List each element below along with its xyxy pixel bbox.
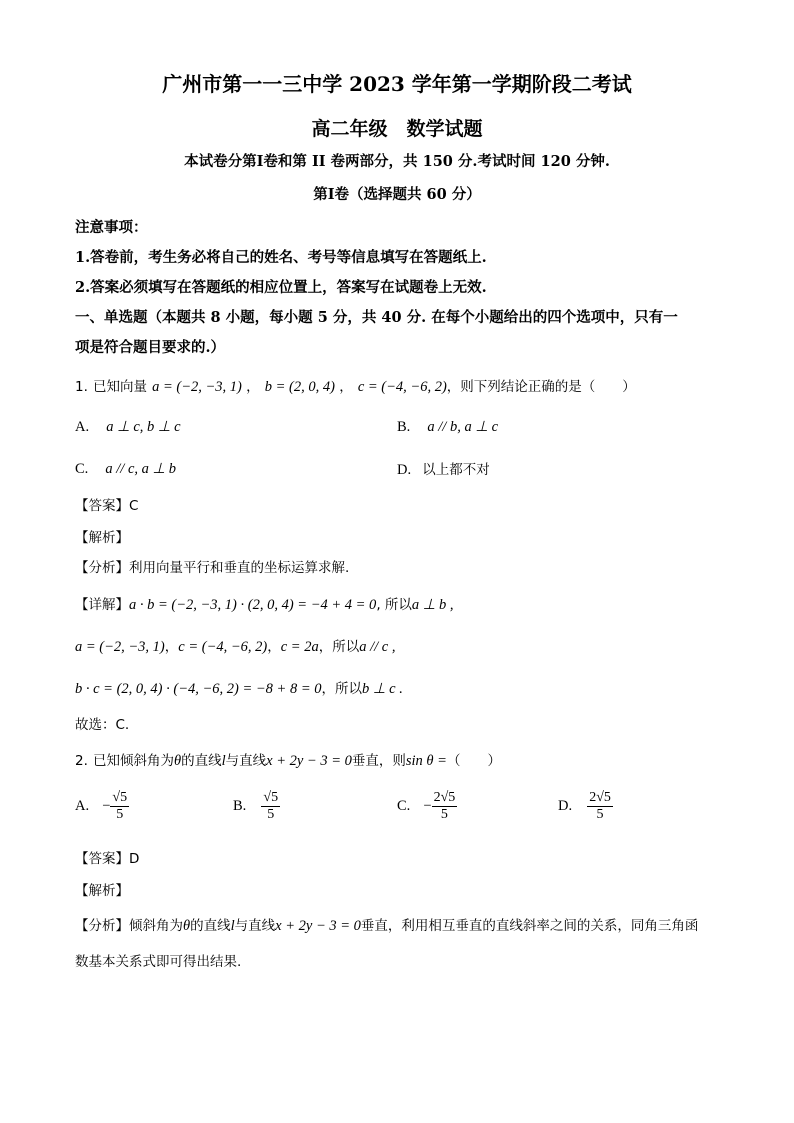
q1-option-d-text: 以上都不对 <box>422 462 490 478</box>
q1-option-b-text: a // b, a ⊥ c <box>427 419 499 435</box>
q2-option-b-fraction <box>261 790 280 823</box>
section1-line2: 项是符合题目要求的.） <box>75 339 226 356</box>
q2-line-equation: x + 2y − 3 = 0 <box>266 753 352 769</box>
q2-fenxi-theta: θ <box>183 918 191 934</box>
q1-stem-pre: 已知向量 <box>92 379 147 395</box>
q1-answer-value: C <box>129 498 139 514</box>
q1-detail-3: b · c = (2, 0, 4) · (−4, −6, 2) = −8 + 8 = 0 <box>75 681 322 697</box>
q2-option-c <box>397 790 457 823</box>
q1-detail-2-a: a = (−2, −3, 1) <box>75 639 165 655</box>
q1-answer-tag: 【答案】 <box>75 498 129 514</box>
q1-choose: 故选：C. <box>75 717 130 733</box>
q1-option-c-text: a // c, a ⊥ b <box>105 461 177 477</box>
q2-option-d <box>558 790 613 823</box>
q1-detail-1-concl: a ⊥ b , <box>411 597 454 613</box>
q2-stem-3: 与直线 <box>225 753 267 769</box>
q2-option-b <box>233 790 280 823</box>
q1-detail-2-sep-1: ， <box>164 639 179 655</box>
q1-vector-a: a = (−2, −3, 1) <box>152 379 242 395</box>
q2-fenxi-2: 的直线 <box>190 918 231 934</box>
q2-option-a-label: A. <box>75 798 90 814</box>
q2-theta: θ <box>173 753 182 769</box>
q1-detail-line-3 <box>75 677 403 698</box>
notes-heading: 注意事项： <box>75 219 148 236</box>
q2-option-c-fraction <box>432 790 458 823</box>
q1-detail-2-post: ，所以 <box>318 639 360 655</box>
q2-fenxi-1: 倾斜角为 <box>129 918 183 934</box>
q2-option-b-label: B. <box>233 798 247 814</box>
q1-option-b-label: B. <box>397 419 411 435</box>
q1-vector-b: b = (2, 0, 4) <box>264 379 335 395</box>
q2-option-d-label: D. <box>558 798 573 814</box>
exam-subtitle: 高二年级 数学试题 <box>311 118 483 140</box>
q2-stem <box>75 749 501 770</box>
q2-fenxi-4: 垂直，利用相互垂直的直线斜率之间的关系，同角三角函 <box>360 918 699 934</box>
q1-option-d-label: D. <box>397 462 412 478</box>
q1-detail-2-rel: c = 2a <box>280 639 319 655</box>
q2-fenxi-equation: x + 2y − 3 = 0 <box>275 918 361 934</box>
part1-heading: 第Ⅰ卷（选择题共 60 分） <box>313 186 481 203</box>
q1-detail-2-concl: a // c , <box>359 639 396 655</box>
q1-detail-1-post: , 所以 <box>376 597 412 613</box>
q2-sin-theta: sin θ = <box>405 753 447 769</box>
q2-stem-2: 的直线 <box>181 753 222 769</box>
q1-analysis-tag: 【解析】 <box>75 530 129 546</box>
q2-option-c-numerator: 2√5 <box>433 790 456 805</box>
q2-option-c-sign: − <box>423 798 432 814</box>
q2-fenxi-l: l <box>230 918 235 934</box>
q1-detail-2-sep-2: ， <box>267 639 281 655</box>
q1-detail-3-post: ，所以 <box>321 681 362 697</box>
q2-answer-tag: 【答案】 <box>75 851 129 867</box>
exam-info: 本试卷分第Ⅰ卷和第 II 卷两部分，共 150 分.考试时间 120 分钟. <box>184 153 610 170</box>
q2-stem-1: 已知倾斜角为 <box>92 753 174 769</box>
q2-analysis-tag: 【解析】 <box>75 883 129 899</box>
q1-option-a <box>75 416 181 436</box>
notes-item-1: 1.答卷前，考生务必将自己的姓名、考号等信息填写在答题纸上. <box>75 249 487 266</box>
q1-detail-3-concl: b ⊥ c . <box>362 681 403 697</box>
q2-fenxi-line-2: 数基本关系式即可得出结果. <box>75 954 242 970</box>
q2-fenxi-tag: 【分析】 <box>75 918 129 934</box>
q2-answer-value: D <box>129 851 140 867</box>
q2-number: 2. <box>75 753 88 769</box>
q1-option-b <box>397 416 498 436</box>
q1-stem-post: ，则下列结论正确的是（ ） <box>446 379 636 395</box>
section1-line1: 一、单选题（本题共 8 小题，每小题 5 分，共 40 分. 在每个小题给出的四个选项中，只有一 <box>75 309 678 326</box>
q2-option-a <box>75 790 129 823</box>
q2-option-c-denominator: 5 <box>440 807 448 822</box>
q2-answer <box>75 847 139 867</box>
q2-stem-5: （ ） <box>446 753 501 769</box>
q1-detail-tag: 【详解】 <box>75 597 129 613</box>
q2-option-a-numerator: √5 <box>112 790 128 805</box>
q2-fenxi-3: 与直线 <box>234 918 276 934</box>
q2-option-b-denominator: 5 <box>267 807 275 822</box>
q2-option-c-label: C. <box>397 798 411 814</box>
q1-fenxi-text: 利用向量平行和垂直的坐标运算求解. <box>129 560 350 576</box>
q2-option-a-sign: − <box>102 798 111 814</box>
q1-detail-line-1 <box>75 593 454 614</box>
q1-fenxi-tag: 【分析】 <box>75 560 129 576</box>
q1-detail-line-2 <box>75 635 395 656</box>
notes-item-2: 2.答案必须填写在答题纸的相应位置上，答案写在试题卷上无效. <box>75 279 487 296</box>
q2-option-d-numerator: 2√5 <box>589 790 611 805</box>
q1-option-c <box>75 458 176 478</box>
q1-option-d <box>397 458 490 479</box>
q1-fenxi <box>75 556 349 576</box>
q2-line-l: l <box>221 753 226 769</box>
q2-option-d-fraction <box>587 790 613 823</box>
q1-number: 1. <box>75 379 88 395</box>
q1-option-a-text: a ⊥ c, b ⊥ c <box>106 419 181 435</box>
q1-option-a-label: A. <box>75 419 90 435</box>
q1-vector-c: c = (−4, −6, 2) <box>357 379 447 395</box>
q2-option-a-denominator: 5 <box>116 807 124 822</box>
q2-option-a-fraction <box>110 790 129 823</box>
q1-sep-1: ， <box>241 379 260 395</box>
q1-option-c-label: C. <box>75 461 89 477</box>
q1-answer <box>75 494 138 514</box>
exam-title: 广州市第一一三中学 2023 学年第一学期阶段二考试 <box>162 72 632 96</box>
q2-fenxi-line-1 <box>75 914 698 935</box>
q1-detail-2-c: c = (−4, −6, 2) <box>178 639 268 655</box>
q1-stem <box>75 375 636 396</box>
q2-stem-4: 垂直，则 <box>351 753 406 769</box>
q1-sep-2: ， <box>334 379 353 395</box>
q2-option-d-denominator: 5 <box>596 807 604 822</box>
q2-option-b-numerator: √5 <box>263 790 279 805</box>
q1-detail-1: a · b = (−2, −3, 1) · (2, 0, 4) = −4 + 4 = 0 <box>129 597 377 613</box>
